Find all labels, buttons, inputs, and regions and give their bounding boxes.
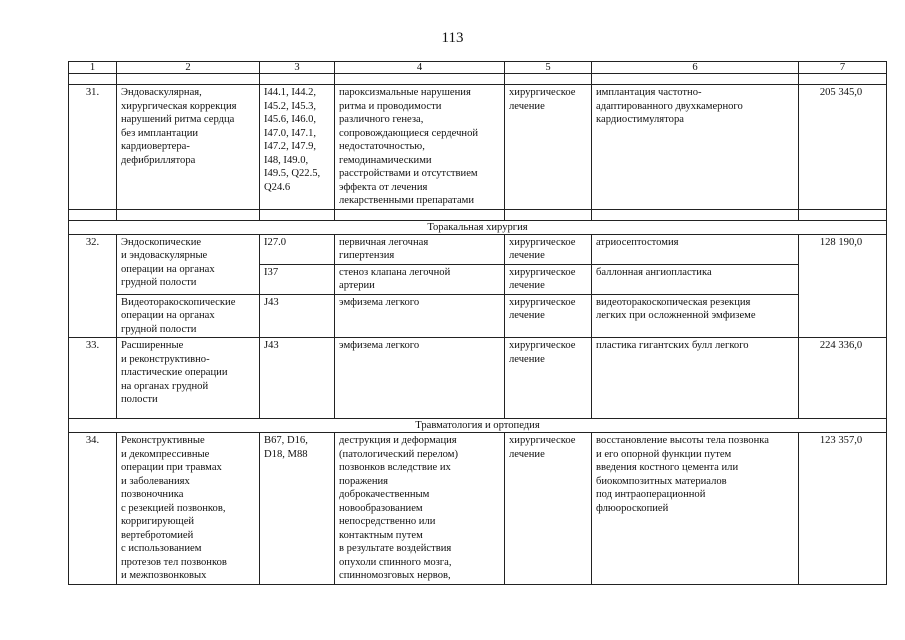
treatment-type: хирургическое лечение: [505, 85, 592, 210]
column-number: 4: [335, 62, 505, 74]
column-number: 5: [505, 62, 592, 74]
table-row: [69, 338, 887, 419]
column-number: 7: [799, 62, 887, 74]
table-row: [69, 433, 887, 585]
diagnosis-codes: I44.1, I44.2, I45.2, I45.3, I45.6, I46.0, I47.0, I47.1, I47.2, I47.9, I48, I49.0, I49.5, Q22.5, Q24.6: [260, 85, 335, 210]
patient-model: эмфизема легкого: [335, 294, 505, 338]
patient-model: деструкция и деформация (патологический перелом) позвонков вследствие их поражения доброкачественным новообразованием непосредственно или контактным путем в результате воздействия опухоли спинного мозга, спинномозговых нервов,: [335, 433, 505, 585]
procedure-name: Эндоскопические и эндоваскулярные операции на органах грудной полости: [117, 234, 260, 294]
treatment-type: хирургическое лечение: [505, 234, 592, 264]
treatment-type: хирургическое лечение: [505, 294, 592, 338]
price: 123 357,0: [799, 433, 887, 585]
patient-model: эмфизема легкого: [335, 338, 505, 419]
price: 224 336,0: [799, 338, 887, 419]
table-row: [69, 234, 887, 264]
section-row: [69, 220, 887, 234]
row-number: 32.: [69, 234, 117, 338]
diagnosis-codes: B67, D16, D18, M88: [260, 433, 335, 585]
treatment-method: пластика гигантских булл легкого: [592, 338, 799, 419]
treatment-method: атриосептостомия: [592, 234, 799, 264]
treatment-method: баллонная ангиопластика: [592, 264, 799, 294]
treatment-type: хирургическое лечение: [505, 433, 592, 585]
price: 205 345,0: [799, 85, 887, 210]
column-number: 3: [260, 62, 335, 74]
treatment-method: восстановление высоты тела позвонка и его опорной функции путем введения костного цемента или биокомпозитных материалов под интраоперационной флюороскопией: [592, 433, 799, 585]
procedure-name: Расширенные и реконструктивно- пластические операции на органах грудной полости: [117, 338, 260, 419]
table-row: [69, 294, 887, 338]
row-number: 33.: [69, 338, 117, 419]
procedure-name: Эндоваскулярная, хирургическая коррекция нарушений ритма сердца без имплантации кардиовертера- дефибриллятора: [117, 85, 260, 210]
patient-model: первичная легочная гипертензия: [335, 234, 505, 264]
column-number: 1: [69, 62, 117, 74]
column-number: 2: [117, 62, 260, 74]
diagnosis-codes: I37: [260, 264, 335, 294]
column-number: 6: [592, 62, 799, 74]
page-number: 113: [441, 30, 464, 46]
section-title: Торакальная хирургия: [69, 220, 887, 234]
column-number-row: [69, 62, 887, 74]
treatment-table: [68, 61, 887, 585]
section-row: [69, 419, 887, 433]
procedure-name: Видеоторакоскопические операции на органах грудной полости: [117, 294, 260, 338]
patient-model: пароксизмальные нарушения ритма и проводимости различного генеза, сопровождающиеся сердечной недостаточностью, гемодинамическими расстройствами и отсутствием эффекта от лечения лекарственными препаратами: [335, 85, 505, 210]
procedure-name: Реконструктивные и декомпрессивные операции при травмах и заболеваниях позвоночника с резекцией позвонков, корригирующей вертебротомией с использованием протезов тел позвонков и межпозвонковых: [117, 433, 260, 585]
table-row: [69, 85, 887, 210]
diagnosis-codes: I27.0: [260, 234, 335, 264]
price: 128 190,0: [799, 234, 887, 338]
row-number: 31.: [69, 85, 117, 210]
patient-model: стеноз клапана легочной артерии: [335, 264, 505, 294]
diagnosis-codes: J43: [260, 338, 335, 419]
spacer-row: [69, 209, 887, 220]
section-title: Травматология и ортопедия: [69, 419, 887, 433]
treatment-type: хирургическое лечение: [505, 338, 592, 419]
row-number: 34.: [69, 433, 117, 585]
diagnosis-codes: J43: [260, 294, 335, 338]
treatment-method: имплантация частотно- адаптированного двухкамерного кардиостимулятора: [592, 85, 799, 210]
spacer-row: [69, 74, 887, 85]
treatment-type: хирургическое лечение: [505, 264, 592, 294]
treatment-method: видеоторакоскопическая резекция легких при осложненной эмфиземе: [592, 294, 799, 338]
